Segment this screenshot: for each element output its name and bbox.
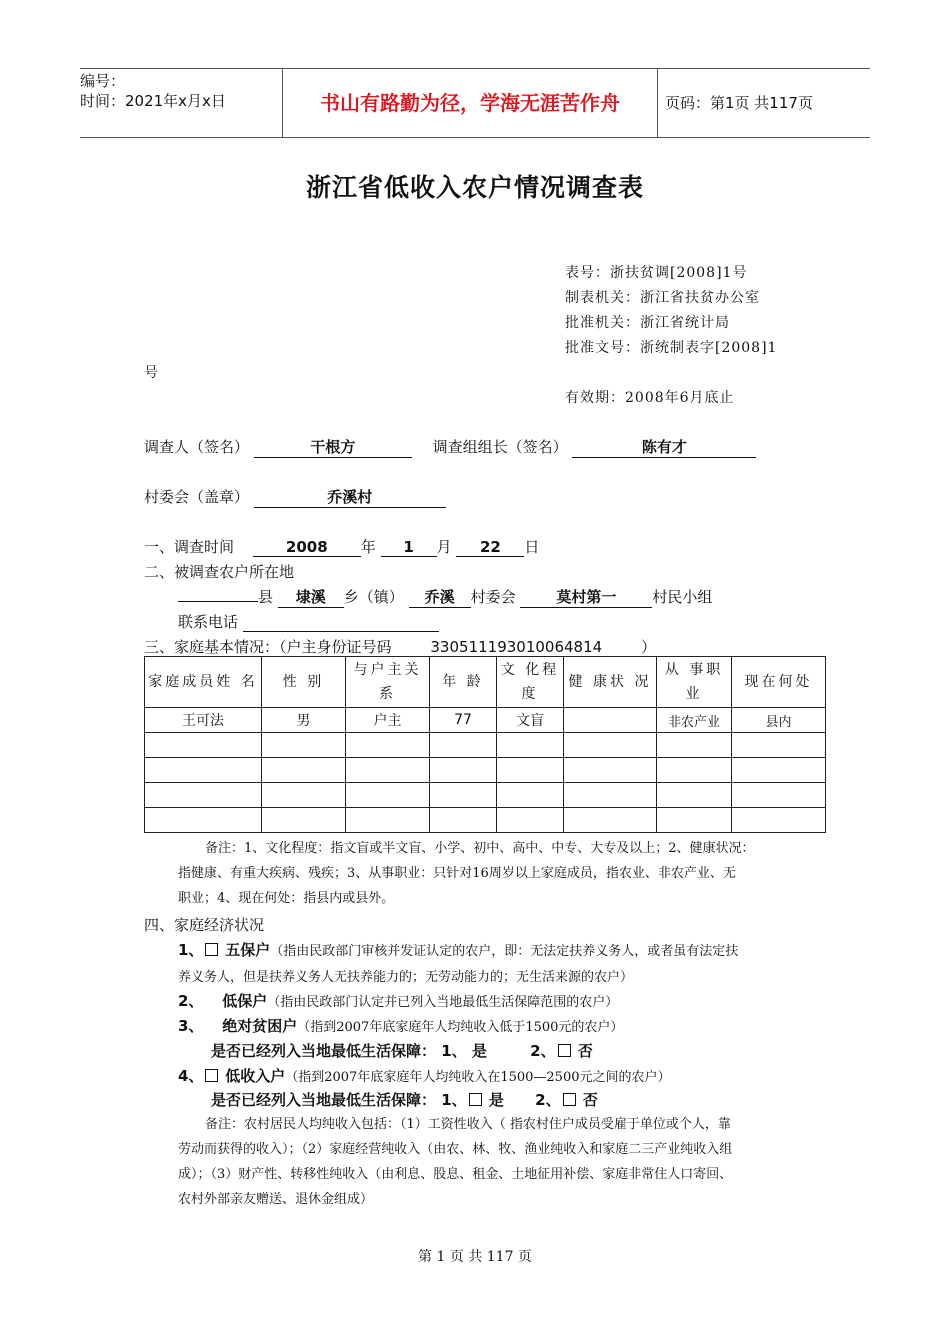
year-field[interactable]: 2008 bbox=[253, 538, 361, 557]
table-cell[interactable] bbox=[732, 808, 826, 833]
phone-row bbox=[178, 611, 439, 632]
item4-opt-no: 否 bbox=[582, 1091, 598, 1109]
page-footer: 第 1 页 共 117 页 bbox=[418, 1249, 532, 1265]
col-header: 健 康状 况 bbox=[564, 657, 657, 708]
leader-field[interactable]: 陈有才 bbox=[572, 436, 756, 458]
col-header: 与户主关 系 bbox=[346, 657, 430, 708]
checkbox[interactable] bbox=[205, 943, 218, 956]
investigator-field[interactable]: 干根方 bbox=[254, 436, 412, 458]
id-close: ） bbox=[641, 638, 657, 656]
item2-num: 2、 bbox=[178, 992, 204, 1010]
validity: 有效期：2008年6月底止 bbox=[565, 390, 735, 406]
table-cell[interactable] bbox=[430, 808, 497, 833]
header-left bbox=[80, 69, 282, 139]
table-cell[interactable]: 王可法 bbox=[145, 708, 262, 733]
signature-row bbox=[144, 436, 756, 458]
section2-label: 二、被调查农户所在地 bbox=[144, 563, 295, 581]
income-note-1: 备注：农村居民人均纯收入包括：（1）工资性收入（ 指农村住户成员受雇于单位或个人，靠 bbox=[205, 1117, 731, 1132]
approval-doc-cont: 号 bbox=[144, 365, 159, 381]
table-cell[interactable]: 男 bbox=[262, 708, 346, 733]
header-page-info: 页码：第1页 共117页 bbox=[665, 94, 813, 112]
table-row bbox=[145, 758, 826, 783]
table-cell[interactable] bbox=[732, 758, 826, 783]
table-cell[interactable] bbox=[657, 783, 732, 808]
table-row bbox=[145, 783, 826, 808]
table-cell[interactable] bbox=[657, 733, 732, 758]
table-cell[interactable] bbox=[564, 808, 657, 833]
item3-opt-yes[interactable]: 1、 是 bbox=[441, 1042, 487, 1060]
table-row bbox=[145, 708, 826, 733]
item3-desc: （指到2007年底家庭年人均纯收入低于1500元的农户） bbox=[297, 1020, 624, 1035]
item1-row bbox=[178, 939, 738, 960]
table-cell[interactable] bbox=[430, 758, 497, 783]
item4-desc: （指到2007年底家庭年人均纯收入在1500—2500元之间的农户） bbox=[285, 1070, 671, 1085]
phone-field[interactable] bbox=[243, 614, 439, 632]
guarantee-question: 是否已经列入当地最低生活保障： bbox=[211, 1091, 437, 1109]
item1-title: 五保户 bbox=[225, 941, 271, 959]
table-cell[interactable] bbox=[262, 758, 346, 783]
item2-row bbox=[178, 990, 618, 1011]
page-title: 浙江省低收入农户情况调查表 bbox=[305, 173, 644, 202]
group-unit: 村民小组 bbox=[652, 588, 713, 606]
township-field[interactable]: 埭溪 bbox=[278, 586, 344, 608]
item4-guarantee-row bbox=[211, 1089, 598, 1110]
item4-num: 4、 bbox=[178, 1067, 204, 1085]
table-cell[interactable] bbox=[657, 758, 732, 783]
col-header: 家庭成员姓 名 bbox=[145, 657, 262, 708]
year-unit: 年 bbox=[360, 538, 376, 556]
county-unit: 县 bbox=[258, 588, 274, 606]
table-cell[interactable] bbox=[732, 733, 826, 758]
item2-desc: （指由民政部门认定并已列入当地最低生活保障范围的农户） bbox=[267, 995, 619, 1010]
item2-title: 低保户 bbox=[222, 992, 268, 1010]
table-cell[interactable] bbox=[564, 758, 657, 783]
village-stamp-row bbox=[144, 486, 446, 508]
month-field[interactable]: 1 bbox=[381, 538, 437, 557]
table-cell[interactable] bbox=[145, 808, 262, 833]
table-cell[interactable] bbox=[145, 758, 262, 783]
village-unit: 村委会 bbox=[470, 588, 516, 606]
table-note-3: 职业；4、现在何处：指县内或县外。 bbox=[178, 891, 395, 906]
investigator-label: 调查人（签名） bbox=[144, 438, 250, 456]
village-stamp-field[interactable]: 乔溪村 bbox=[254, 486, 446, 508]
checkbox[interactable] bbox=[469, 1093, 482, 1106]
form-number: 表号：浙扶贫调[2008]1号 bbox=[565, 265, 748, 281]
header-slogan: 书山有路勤为径，学海无涯苦作舟 bbox=[282, 69, 658, 137]
table-row bbox=[145, 733, 826, 758]
item4-opt-yes: 是 bbox=[488, 1091, 504, 1109]
item3-opt-no: 否 bbox=[577, 1042, 593, 1060]
table-cell[interactable] bbox=[346, 733, 430, 758]
table-cell[interactable] bbox=[497, 808, 564, 833]
income-note-4: 农村外部亲友赠送、退休金组成） bbox=[178, 1192, 374, 1207]
county-field[interactable] bbox=[178, 601, 258, 602]
item3-title: 绝对贫困户 bbox=[222, 1017, 298, 1035]
table-note-2: 指健康、有重大疾病、残疾；3、从事职业：只针对16周岁以上家庭成员，指农业、非农产业、无 bbox=[178, 866, 736, 881]
income-note-2: 劳动而获得的收入）；（2）家庭经营纯收入（由农、林、牧、渔业纯收入和家庭二三产业纯收入组 bbox=[178, 1142, 733, 1157]
table-cell[interactable] bbox=[564, 733, 657, 758]
table-cell[interactable] bbox=[497, 733, 564, 758]
table-cell[interactable] bbox=[346, 783, 430, 808]
item4-row bbox=[178, 1065, 671, 1086]
table-cell[interactable] bbox=[497, 783, 564, 808]
item1-num: 1、 bbox=[178, 941, 204, 959]
table-cell[interactable]: 户主 bbox=[346, 708, 430, 733]
col-header: 文 化程 度 bbox=[497, 657, 564, 708]
township-unit: 乡（镇） bbox=[343, 588, 404, 606]
month-unit: 月 bbox=[436, 538, 452, 556]
col-header: 从 事职 业 bbox=[657, 657, 732, 708]
number-label: 编号： bbox=[80, 72, 126, 90]
table-cell[interactable] bbox=[497, 758, 564, 783]
section1-label: 一、调查时间 bbox=[144, 538, 235, 556]
document-header bbox=[80, 68, 870, 138]
table-cell[interactable]: 77 bbox=[430, 708, 497, 733]
table-note-1: 备注：1、文化程度：指文盲或半文盲、小学、初中、高中、中专、大专及以上；2、健康状况： bbox=[205, 841, 755, 856]
guarantee-question: 是否已经列入当地最低生活保障： bbox=[211, 1042, 437, 1060]
form-approver: 批准机关：浙江省统计局 bbox=[565, 315, 730, 331]
day-unit: 日 bbox=[524, 538, 540, 556]
table-cell[interactable] bbox=[732, 783, 826, 808]
checkbox[interactable] bbox=[563, 1093, 576, 1106]
checkbox[interactable] bbox=[205, 1069, 218, 1082]
table-cell[interactable]: 非农产业 bbox=[657, 708, 732, 733]
location-row bbox=[178, 586, 712, 608]
village-label: 村委会（盖章） bbox=[144, 488, 250, 506]
village-field[interactable]: 乔溪 bbox=[409, 586, 471, 608]
table-row bbox=[145, 808, 826, 833]
approval-doc: 批准文号：浙统制表字[2008]1 bbox=[565, 340, 778, 356]
item1-desc-cont: 养义务人，但是扶养义务人无扶养能力的；无劳动能力的；无生活来源的农户） bbox=[178, 970, 634, 985]
survey-date-row bbox=[144, 536, 539, 557]
date-label: 时间：2021年x月x日 bbox=[80, 92, 226, 110]
section4-label: 四、家庭经济状况 bbox=[144, 916, 265, 934]
table-cell[interactable] bbox=[145, 783, 262, 808]
section3-label: 三、家庭基本情况：（户主身份证号码 bbox=[144, 638, 392, 656]
table-cell[interactable] bbox=[564, 708, 657, 733]
table-cell[interactable] bbox=[564, 783, 657, 808]
table-cell[interactable] bbox=[346, 808, 430, 833]
item3-row bbox=[178, 1015, 623, 1036]
section3-header bbox=[144, 636, 656, 657]
income-note-3: 成）；（3）财产性、转移性纯收入（由利息、股息、租金、土地征用补偿、家庭非常住人口寄回、 bbox=[178, 1167, 733, 1182]
col-header: 现在何处 bbox=[732, 657, 826, 708]
item3-guarantee-row bbox=[211, 1040, 593, 1061]
family-table bbox=[144, 656, 826, 833]
table-cell[interactable] bbox=[262, 783, 346, 808]
item3-opt2-num: 2、 bbox=[530, 1042, 556, 1060]
table-header-row bbox=[145, 657, 826, 708]
col-header: 年 龄 bbox=[430, 657, 497, 708]
table-cell[interactable] bbox=[262, 808, 346, 833]
day-field[interactable]: 22 bbox=[456, 538, 524, 557]
item4-opt2-num: 2、 bbox=[535, 1091, 561, 1109]
group-field[interactable]: 莫村第一 bbox=[520, 586, 652, 608]
leader-label: 调查组组长（签名） bbox=[432, 438, 568, 456]
checkbox[interactable] bbox=[558, 1044, 571, 1057]
table-cell[interactable] bbox=[657, 808, 732, 833]
col-header: 性 别 bbox=[262, 657, 346, 708]
table-cell[interactable] bbox=[145, 733, 262, 758]
table-cell[interactable] bbox=[430, 733, 497, 758]
item4-title: 低收入户 bbox=[225, 1067, 286, 1085]
item1-desc: （指由民政部门审核并发证认定的农户，即：无法定扶养义务人，或者虽有法定扶 bbox=[270, 944, 739, 959]
id-number-field[interactable]: 330511193010064814 bbox=[396, 638, 636, 657]
table-cell[interactable] bbox=[346, 758, 430, 783]
item4-opt1-num: 1、 bbox=[441, 1091, 467, 1109]
table-cell[interactable] bbox=[262, 733, 346, 758]
table-cell[interactable]: 县内 bbox=[732, 708, 826, 733]
phone-label: 联系电话 bbox=[178, 613, 239, 631]
table-cell[interactable]: 文盲 bbox=[497, 708, 564, 733]
item3-num: 3、 bbox=[178, 1017, 204, 1035]
table-cell[interactable] bbox=[430, 783, 497, 808]
form-issuer: 制表机关：浙江省扶贫办公室 bbox=[565, 290, 760, 306]
